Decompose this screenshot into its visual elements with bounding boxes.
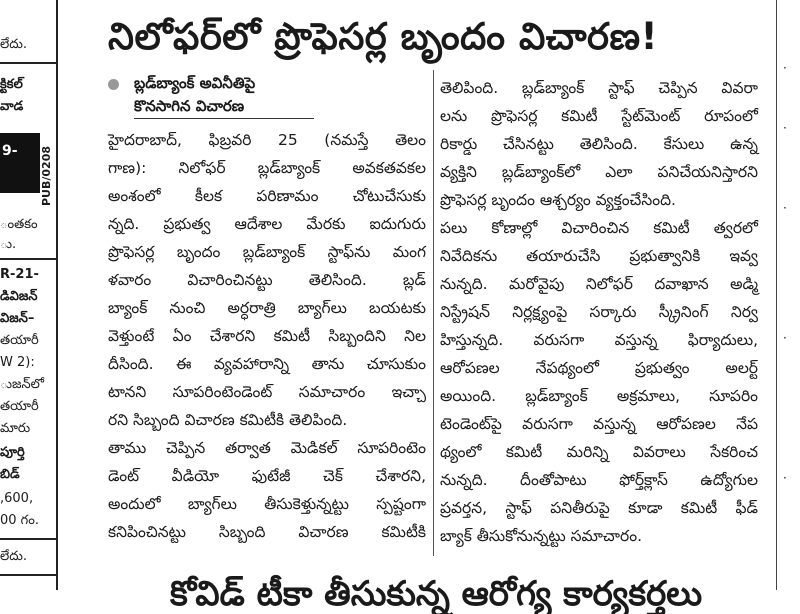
left-col-line: వాడ (0, 99, 24, 114)
text-line: బ్యాంక్ నుంచి అర్ధరాత్రి బ్యాగ్‌లు బయటకు (108, 299, 426, 317)
left-col-line: W 2): (0, 355, 35, 370)
left-col-line: ,600, (0, 491, 34, 506)
text-line: దీసింది. ఈ వ్యవహారాన్ని తాను చూసుకుం (108, 355, 426, 373)
left-adjacent-column (0, 0, 58, 590)
right-col-mark: · (783, 61, 787, 75)
text-line: ప్రవర్తన, స్టాఫ్ పనితీరుపై కూడా కమిటీ ఫీడ్ (440, 499, 758, 517)
left-col-line: ంతకం (0, 217, 38, 232)
text-line: నున్నది. మరోవైపు నిలోఫర్ దవాఖాన అడ్మి (440, 275, 758, 293)
text-line: న్నది. ప్రభుత్వ ఆదేశాల మేరకు ఐదుగురు (108, 215, 426, 233)
left-col-line: పూర్తి (0, 445, 25, 460)
text-line: హైదరాబాద్, ఫిబ్రవరి 25 (నమస్తే తెలం (108, 131, 426, 149)
right-col-mark: · (783, 331, 787, 345)
text-line: తాము చెప్పిన తర్వాత మెడికల్ సూపరింటెం (108, 439, 426, 457)
text-line: రని సిబ్బంది విచారణ కమిటీకి తెలిపింది. (108, 411, 348, 429)
text-line: అయింది. బ్లడ్‌బ్యాంక్ అక్రమాలు, సూపరిం (440, 387, 758, 405)
left-col-line: R-21- (0, 267, 39, 282)
text-line: టెండెంట్‌పై వరుసగా వస్తున్న ఆరోపణల నేప (440, 415, 758, 433)
left-col-line: లేదు. (0, 37, 28, 52)
text-line: లను ప్రొఫెసర్ల కమిటీ స్టేట్‌మెంట్ రూపంలో (440, 107, 758, 125)
article-body (108, 70, 758, 560)
text-line: ళవారం విచారించినట్టు తెలిసింది. బ్లడ్ (108, 271, 426, 289)
text-line: నివేదికను తయారుచేసి ప్రభుత్వానికి ఇవ్వ (440, 247, 758, 265)
column-rule (433, 70, 434, 556)
text-line: డెంట్ వీడియో ఫుటేజీ చెక్ చేశారని, (108, 467, 426, 485)
right-adjacent-column (776, 0, 800, 590)
text-line: వ్యక్తిని బ్లడ్‌బ్యాంక్‌లో ఎలా పనిచేయనిస్తారని (440, 163, 758, 181)
left-col-line: మారు (0, 421, 31, 436)
text-line: బ్యాక్ తీసుకోనున్నట్టు సమాచారం. (440, 527, 642, 545)
left-col-line: తయారీ (0, 399, 39, 414)
text-line: థ్యంలో కమిటీ మరిన్ని వివరాలు సేకరించ (440, 443, 758, 461)
subheading-underline (134, 118, 314, 119)
text-line: వెళ్తుంటే ఏం చేశారని కమిటీ సిబ్బందిని నిల (108, 327, 426, 345)
left-col-line: 00 గం. (0, 513, 39, 528)
text-line: ప్రొఫెసర్ల బృందం ఆశ్చర్యం వ్యక్తంచేసింది. (440, 191, 676, 209)
left-col-line: ు. (0, 237, 17, 252)
subheading-line: బ్లడ్‌బ్యాంక్ అవినీతిపై (134, 74, 256, 92)
right-col-mark: · (783, 121, 787, 135)
pub-code-text: PUB/0208 (40, 145, 53, 206)
pub-code-vertical (38, 128, 58, 208)
left-col-line: విజన్– (0, 311, 35, 326)
text-line: టానని సూపరింటెండెంట్ సమాచారం ఇచ్చా (108, 383, 426, 401)
divider (0, 62, 58, 64)
left-col-black-box (0, 133, 40, 193)
text-line: పలు కోణాల్లో విచారించిన కమిటీ త్వరలో (440, 219, 758, 237)
right-col-mark: · (783, 201, 787, 215)
left-col-line: డివిజన్ (0, 289, 38, 304)
left-col-line: తయారీ (0, 333, 39, 348)
text-line: అంశంలో కీలక పరిణామం చోటుచేసుకు (108, 187, 426, 205)
subheading-line: కొనసాగిన విచారణ (134, 97, 245, 115)
article-headline: నిలోఫర్‌లో ప్రొఫెసర్ల బృందం విచారణ! (108, 15, 658, 58)
divider (0, 538, 58, 540)
text-line: నిస్ట్రేషన్ నిర్లక్ష్యంపై సర్కారు స్క్రీనింగ్ నిర్వ (440, 303, 758, 321)
right-col-mark: · (783, 471, 787, 485)
text-line: హిస్తున్నది. వరుసగా వస్తున్న ఫిర్యాదులు, (440, 331, 758, 349)
text-line: తెలిపింది. బ్లడ్‌బ్యాంక్ స్టాఫ్ చెప్పిన వివరా (440, 79, 758, 97)
left-col-line: బిడ్ (0, 467, 20, 482)
bullet-icon (108, 79, 119, 90)
text-line: అందులో బ్యాగ్‌లు తీసుకెళ్తున్నట్టు స్పష్టంగా (108, 495, 426, 513)
divider (0, 574, 58, 576)
left-col-line: క్టికల్ (0, 77, 23, 92)
left-col-line: ుజన్‌లో (0, 377, 45, 392)
text-line: కనిపించినట్టు సిబ్బంది విచారణ కమిటీకి (108, 523, 426, 541)
text-line: రికార్డు చేసినట్టు తెలిసింది. కేసులు ఉన్న (440, 135, 758, 153)
left-col-line: లేదు. (0, 549, 28, 564)
text-line: నున్నది. దీంతోపాటు ఫోర్త్‌క్లాస్ ఉద్యోగుల (440, 471, 758, 489)
divider (0, 258, 58, 260)
left-col-line: 9- (2, 143, 18, 159)
next-article-headline: కోవిడ్ టీకా తీసుకున్న ఆరోగ్య కార్యకర్తలు (170, 574, 703, 614)
text-line: ప్రొఫెసర్ల బృందం బ్లడ్‌బ్యాంక్ స్టాఫ్‌ను మంగ (108, 243, 426, 261)
text-line: గాణ): నిలోఫర్ బ్లడ్‌బ్యాంక్ అవకతవకల (108, 159, 426, 177)
text-line: ఆరోపణల నేపథ్యంలో ప్రభుత్వం అలర్ట్ (440, 359, 758, 377)
